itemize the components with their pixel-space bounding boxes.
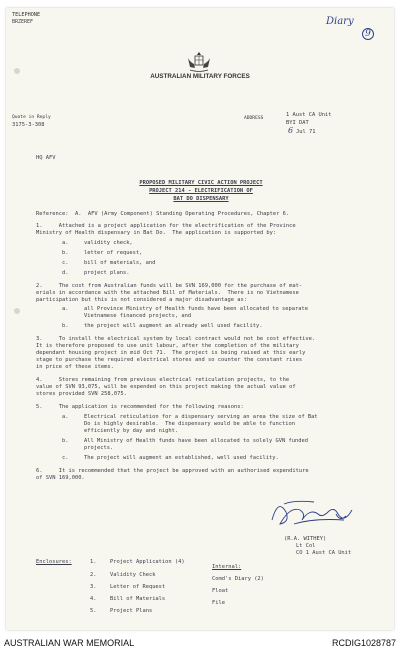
list-item-letter: c. (62, 260, 69, 266)
enclosure-text: Letter of Request (110, 584, 166, 590)
list-item-letter: a. (62, 240, 69, 246)
para4-line: stores provided SVN 258,075. (36, 391, 127, 397)
para4-line: 4. Stores remaining from previous electrical reticulation projects, to the (36, 377, 290, 383)
para6-line: of SVN 169,000. (36, 475, 85, 481)
para4-line: value of SVN 93,075, will be expended on this project making the actual value of (36, 384, 296, 390)
list-item-text: Electrical reticulation for a dispensary serving an area the size of Bat (84, 414, 318, 420)
address-line-1: 1 Aust CA Unit (286, 112, 332, 118)
list-item-text: Do is highly desirable. The dispensary would be able to function (84, 421, 295, 427)
archive-name: AUSTRALIAN WAR MEMORIAL (4, 638, 135, 648)
list-item-text: the project will augment an already well used facility. (84, 323, 263, 329)
telephone-value: BRZEREF (12, 19, 34, 25)
para3-line: dependant housing project in mid Oct 71. The project is being raised at this early (36, 350, 306, 356)
org-name: AUSTRALIAN MILITARY FORCES (150, 73, 250, 80)
handwritten-signature (264, 490, 374, 534)
title-line-3: BAT DO DISPENSARY (173, 196, 229, 202)
para1-line: 1. Attached is a project application for the electrification of the Province (36, 223, 296, 229)
list-item-text: The project will augment an established, well used facility. (84, 455, 279, 461)
enclosure-text: Project Plans (110, 608, 153, 614)
handwritten-date-day: 6 (288, 126, 294, 135)
archive-record-id: RCDIG1028787 (331, 638, 396, 648)
signatory-unit: CO 1 Aust CA Unit (296, 550, 352, 556)
list-item-letter: b. (62, 438, 69, 444)
coat-of-arms-crest (184, 50, 214, 74)
para2-line: participation but this is not considered a major disadvantage as: (36, 297, 247, 303)
enclosure-num: 1. (90, 559, 97, 565)
handwritten-diary-note: Diary (326, 16, 354, 27)
list-item-text: Vietnamese financed projects, and (84, 313, 192, 319)
document-page (6, 8, 394, 630)
list-item-text: letter of request, (84, 250, 143, 256)
para2-line: erials in accordance with the attached Bill of Materials. There is no Vietnamese (36, 290, 299, 296)
signatory-rank: Lt Col (296, 543, 316, 549)
title-line-2: PROJECT 214 - ELECTRIFICATION OF (149, 188, 253, 194)
para6-line: 6. It is recommended that the project be approved with an authorised expenditure (36, 468, 309, 474)
punch-hole (14, 68, 20, 74)
internal-item: File (212, 600, 225, 606)
handwritten-circled-number: 9 (362, 28, 374, 40)
reference-line: Reference: A. AFV (Army Component) Standing Operating Procedures, Chapter 6. (36, 211, 290, 217)
list-item-letter: c. (62, 455, 69, 461)
quote-value: 3175-3-308 (12, 122, 45, 128)
list-item-text: bill of materials, and (84, 260, 156, 266)
para2-line: 2. The cost from Australian funds will be SVN 169,000 for the purchase of mat- (36, 283, 303, 289)
para5-line: 5. The application is recommended for the following reasons: (36, 404, 244, 410)
list-item-letter: a. (62, 306, 69, 312)
list-item-letter: a. (62, 414, 69, 420)
para3-line: in price of these items. (36, 364, 114, 370)
list-item-letter: b. (62, 250, 69, 256)
para3-line: 3. To install the electrical system by local contract would not be cost effective. (36, 336, 316, 342)
enclosures-label: Enclosures: (36, 559, 72, 565)
internal-label: Internal: (212, 564, 242, 570)
quote-label: Quote in Reply (12, 115, 51, 120)
enclosure-num: 3. (90, 584, 97, 590)
title-line-1: PROPOSED MILITARY CIVIC ACTION PROJECT (139, 180, 263, 186)
enclosure-text: Bill of Materials (110, 596, 166, 602)
para1-line: Ministry of Health dispensary in Bat Do. The application is supported by: (36, 230, 277, 236)
enclosure-num: 2. (90, 572, 97, 578)
internal-item: Comd's Diary (2) (212, 576, 264, 582)
para3-line: It is therefore proposed to use unit labour, after the completion of the military (36, 343, 299, 349)
address-label: ADDRESS (244, 116, 264, 121)
list-item-text: all Province Ministry of Health funds have been allocated to separate (84, 306, 308, 312)
date-value: Jul 71 (296, 129, 316, 135)
telephone-label: TELEPHONE (12, 12, 41, 18)
para3-line: stage to purchase the required electrical stores and so counter the constant rises (36, 357, 303, 363)
list-item-text: projects. (84, 445, 114, 451)
signatory-name: (R.A. WITHEY) (284, 536, 327, 542)
list-item-letter: b. (62, 323, 69, 329)
enclosure-num: 5. (90, 608, 97, 614)
enclosure-text: Project Application (4) (110, 559, 185, 565)
enclosure-text: Validity Check (110, 572, 156, 578)
list-item-text: All Ministry of Health funds have been allocated to solely GVN funded (84, 438, 308, 444)
list-item-text: project plans. (84, 270, 130, 276)
list-item-text: efficiently by day and night. (84, 428, 179, 434)
list-item-letter: d. (62, 270, 69, 276)
enclosure-num: 4. (90, 596, 97, 602)
recipient: HQ AFV (36, 155, 56, 161)
archive-footer (0, 633, 400, 653)
address-line-2: BYI DAT (286, 120, 309, 126)
punch-hole (14, 308, 20, 314)
internal-item: Float (212, 588, 229, 594)
list-item-text: validity check, (84, 240, 133, 246)
